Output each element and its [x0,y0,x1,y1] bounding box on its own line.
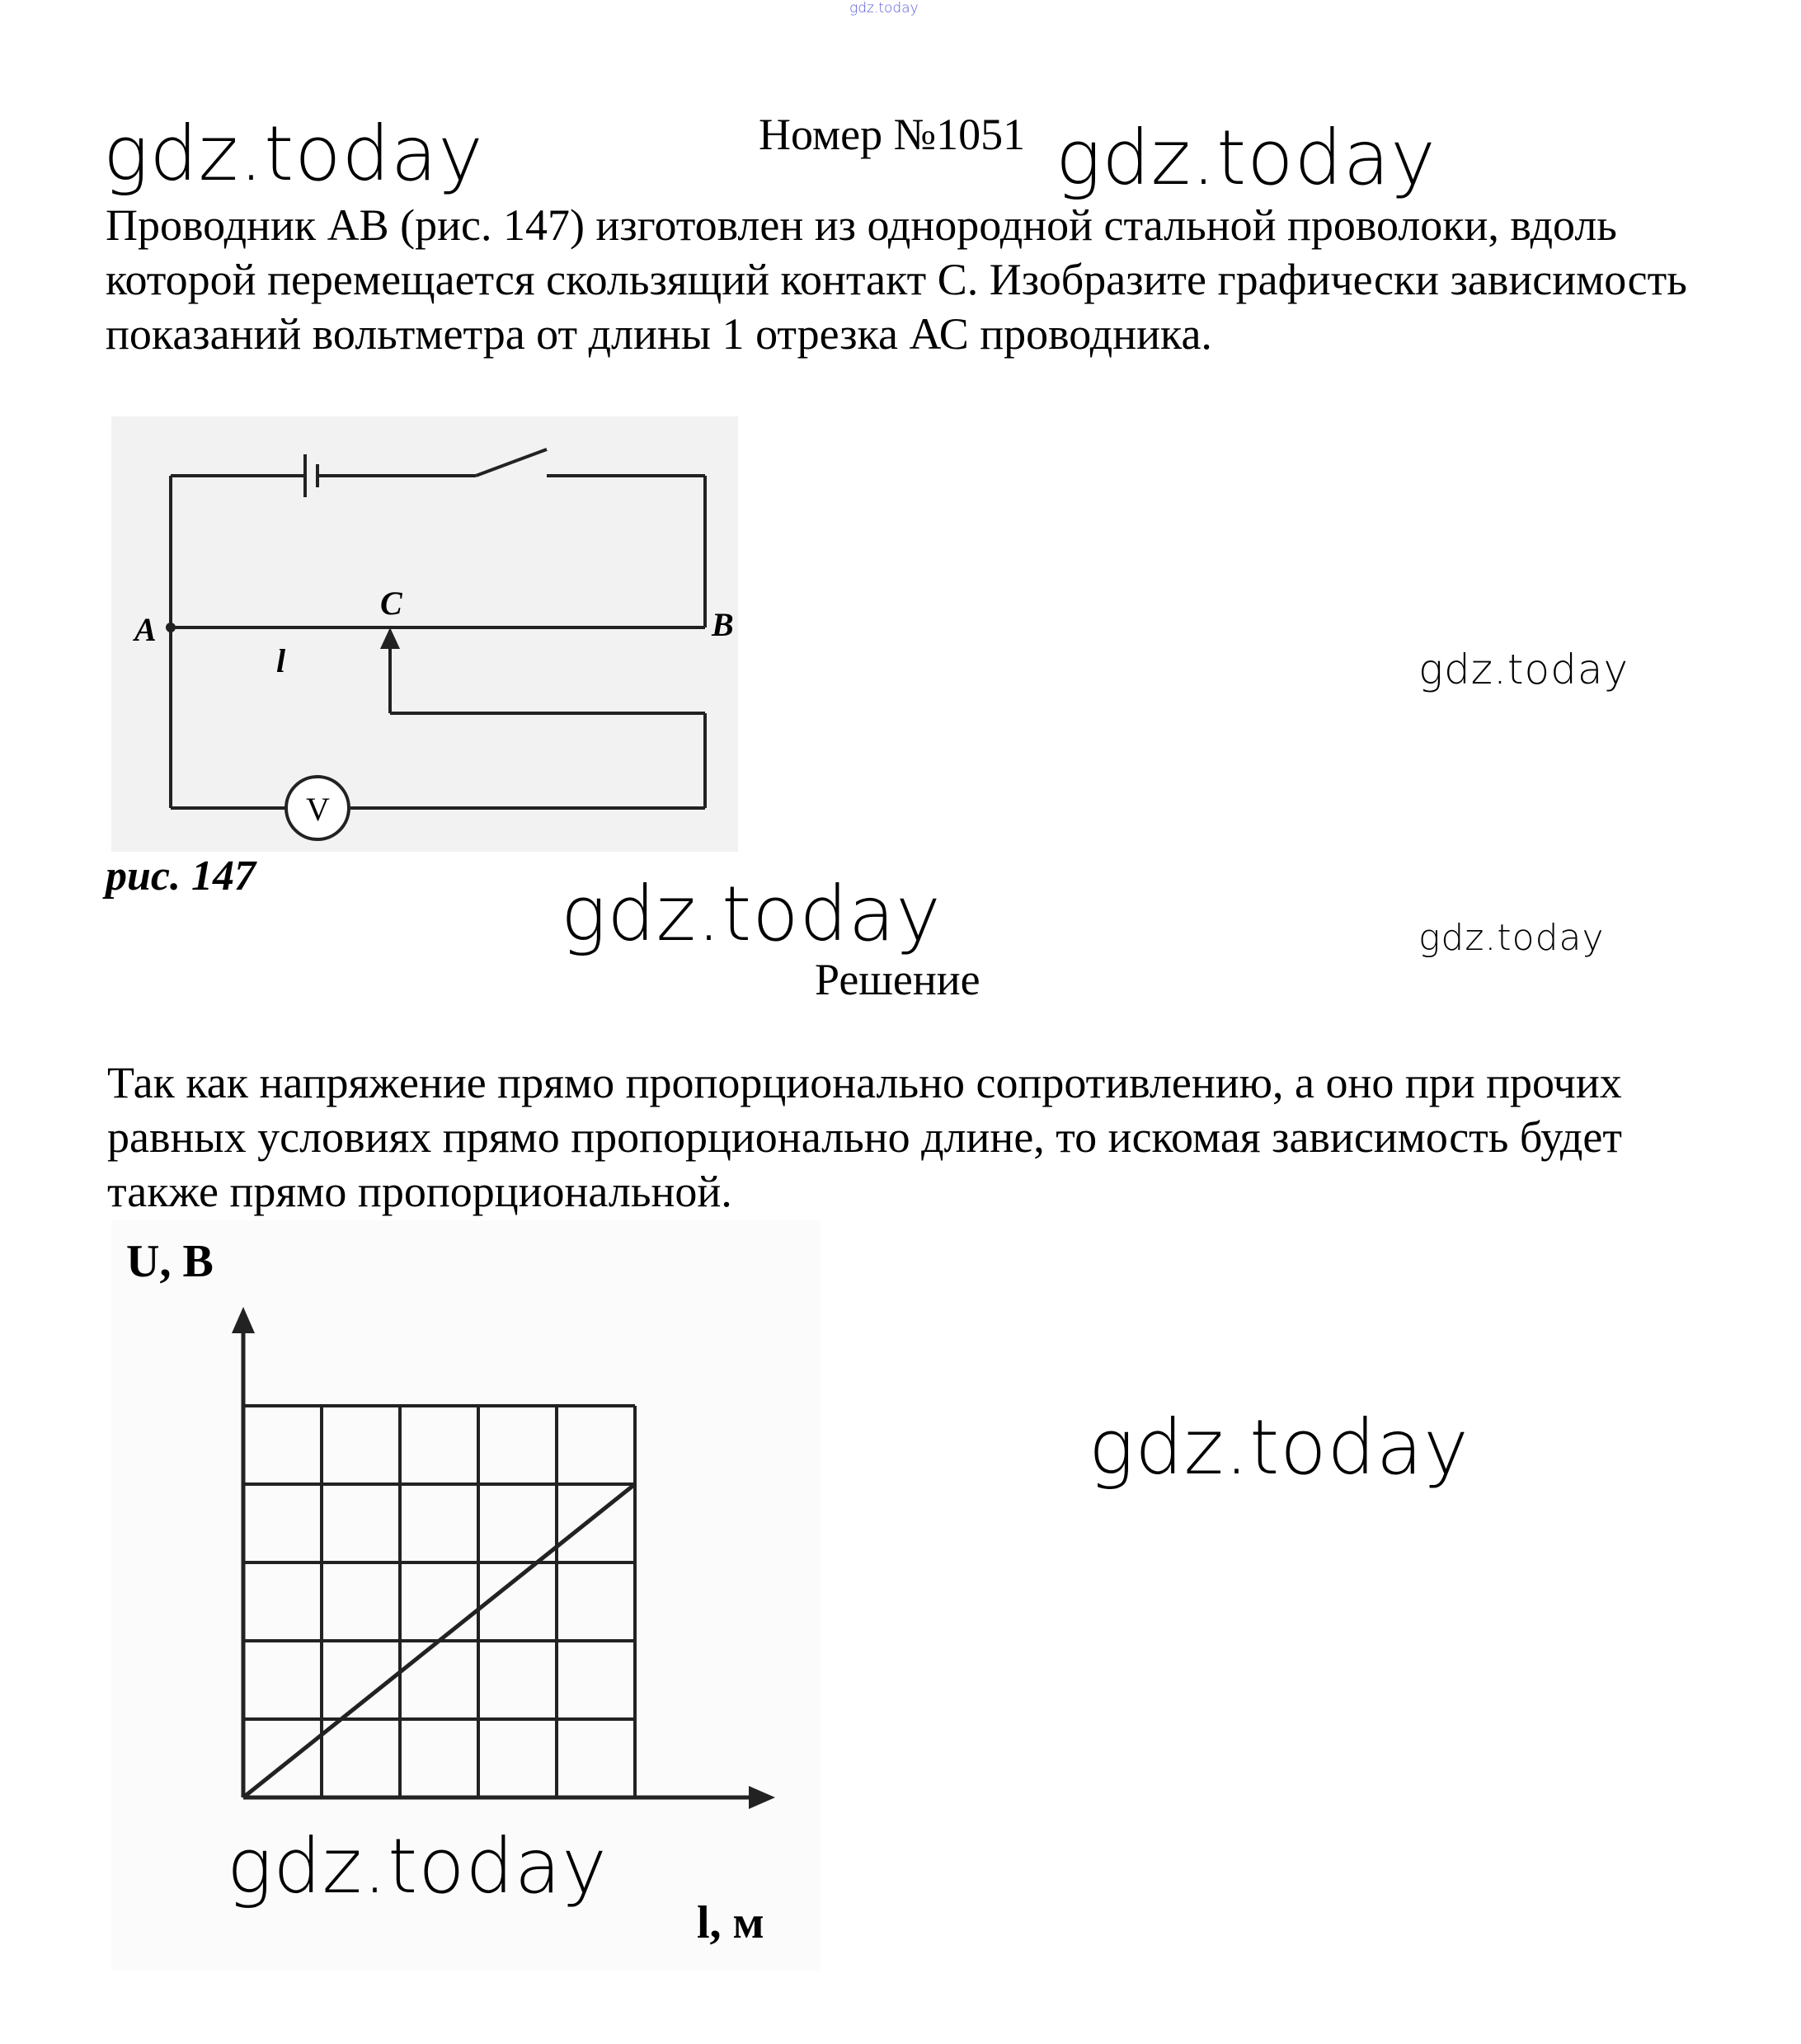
voltmeter-label: V [306,791,330,828]
figure-caption: рис. 147 [106,853,256,900]
x-axis-label: l, м [697,1897,764,1948]
solution-text: Так как напряжение прямо пропорционально сопротивлению, а оно при прочих равных условиях прямо пропорционально длине, то искомая зависимость будет также прямо пропорциональной. [107,1058,1622,1216]
watermark: gdz.today [561,870,942,958]
page-title: Номер №1051 [759,110,1026,159]
problem-text: Проводник АВ (рис. 147) изготовлен из однородной стальной проволоки, вдоль которой перемещается скользящий контакт С. Изобразите графически зависимость показаний вольтметра от длины 1 отрезка АС проводника. [106,200,1687,359]
y-axis-label: U, В [126,1236,214,1287]
label-c: C [380,585,402,622]
circuit-diagram [111,416,738,852]
point-a [166,623,176,632]
watermark: gdz.today [1418,917,1605,959]
label-a: A [134,611,157,648]
label-l: l [276,642,286,679]
label-b: B [712,606,734,643]
watermark: gdz.today [1089,1403,1469,1492]
watermark: gdz.today [103,110,484,198]
solution-title: Решение [815,955,980,1004]
watermark-top: gdz.today [849,0,919,16]
watermark: gdz.today [227,1822,608,1910]
figure-background [111,416,738,852]
watermark: gdz.today [1418,646,1629,693]
watermark: gdz.today [1056,114,1437,202]
